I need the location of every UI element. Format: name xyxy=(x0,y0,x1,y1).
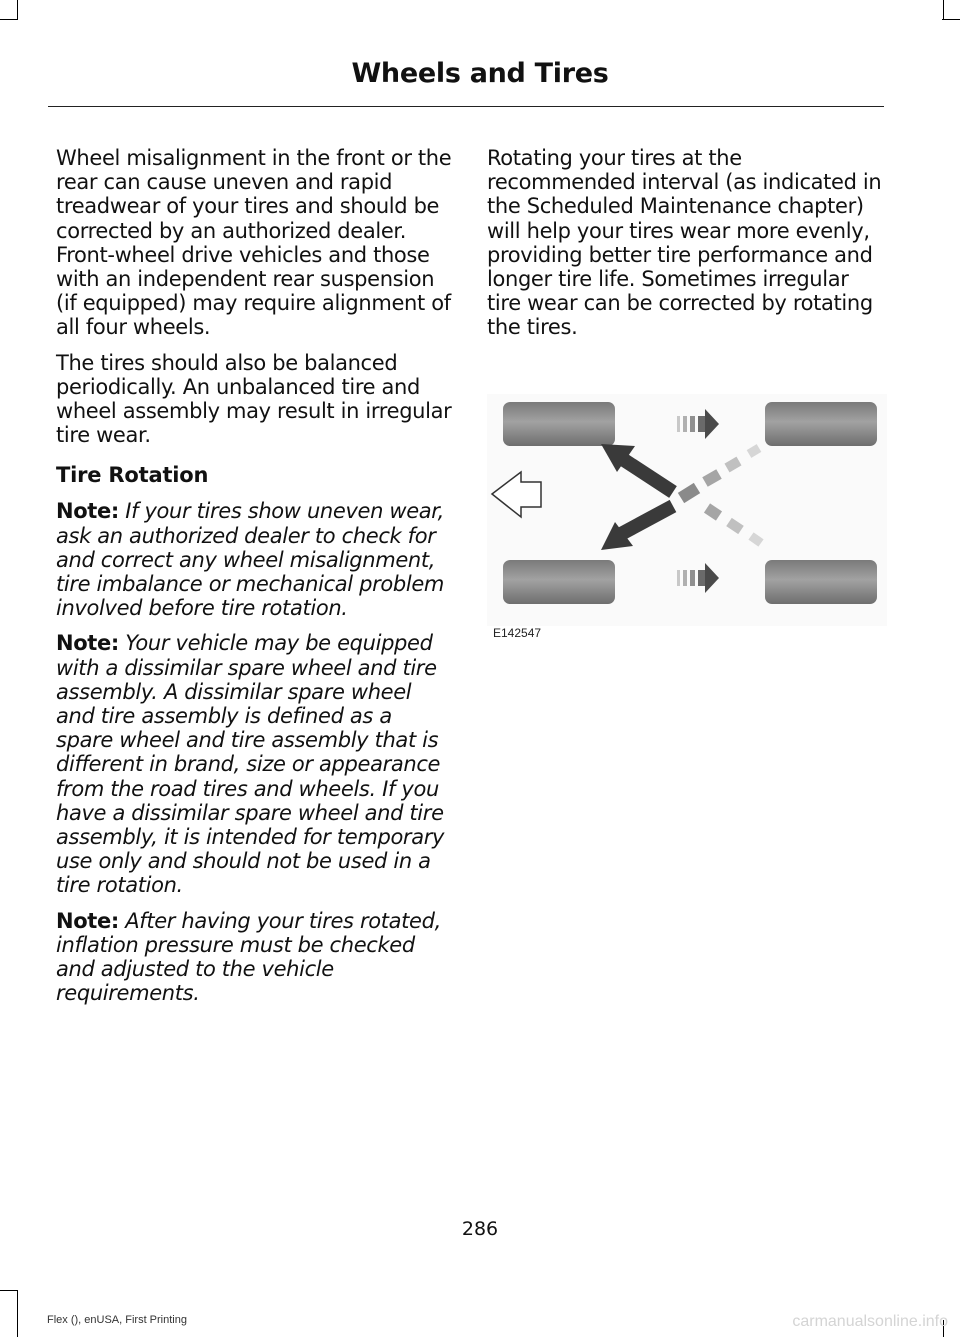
left-column xyxy=(56,146,454,1017)
note-text: After having your tires rotated, inflation pressure must be checked and adjusted to the vehicle requirements. xyxy=(56,908,441,1006)
figure-code: E142547 xyxy=(493,626,542,640)
crop-mark xyxy=(0,19,18,20)
note-label: Note: xyxy=(56,631,119,656)
crop-mark xyxy=(17,0,18,20)
note-paragraph xyxy=(56,499,454,620)
note-text: Your vehicle may be equipped with a dissimilar spare wheel and tire assembly. A dissimilar spare wheel and tire assembly is defined as a spare wheel and tire assembly that is different in brand, size or appearance from the road tires and wheels. If you have a dissimilar spare wheel and tire assembly, it is intended for temporary use only and should not be used in a tire rotation. xyxy=(56,631,445,898)
right-column xyxy=(487,146,887,351)
tire-rotation-figure xyxy=(487,394,887,644)
rotation-paragraph: Rotating your tires at the recommended interval (as indicated in the Scheduled Maintenance chapter) will help your tires wear more evenly, providing better tire performance and longer tire life. Sometimes irregular tire wear can be corrected by rotating the tires. xyxy=(487,146,882,340)
misalignment-paragraph: Wheel misalignment in the front or the rear can cause uneven and rapid treadwear of your tires and should be corrected by an authorized dealer. Front-wheel drive vehicles and those with an independent rear suspension (if equipped) may require alignment of all four wheels. xyxy=(56,146,452,340)
page-title: Wheels and Tires xyxy=(351,58,609,89)
tire-rotation-diagram xyxy=(487,394,887,644)
crop-mark xyxy=(943,0,944,20)
watermark: carmanualsonline.info xyxy=(792,1313,948,1330)
note-paragraph xyxy=(56,631,454,897)
tire-front-left xyxy=(503,402,615,446)
tire-rear-right xyxy=(765,560,877,604)
note-label: Note: xyxy=(56,908,119,933)
crop-mark xyxy=(942,19,960,20)
page-number: 286 xyxy=(461,1218,499,1240)
note-paragraph xyxy=(56,909,454,1006)
balancing-paragraph: The tires should also be balanced periodically. An unbalanced tire and wheel assembly may result in irregular tire wear. xyxy=(56,350,452,448)
note-label: Note: xyxy=(56,499,119,524)
header-divider xyxy=(48,106,884,107)
footer-edition: Flex (), enUSA, First Printing xyxy=(47,1314,187,1326)
tire-front-right xyxy=(765,402,877,446)
crop-mark xyxy=(0,1290,18,1291)
section-heading: Tire Rotation xyxy=(56,463,209,488)
crop-mark xyxy=(17,1290,18,1337)
note-text: If your tires show uneven wear, ask an authorized dealer to check for and correct any wheel misalignment, tire imbalance or mechanical problem involved before tire rotation. xyxy=(56,499,445,621)
tire-rear-left xyxy=(503,560,615,604)
